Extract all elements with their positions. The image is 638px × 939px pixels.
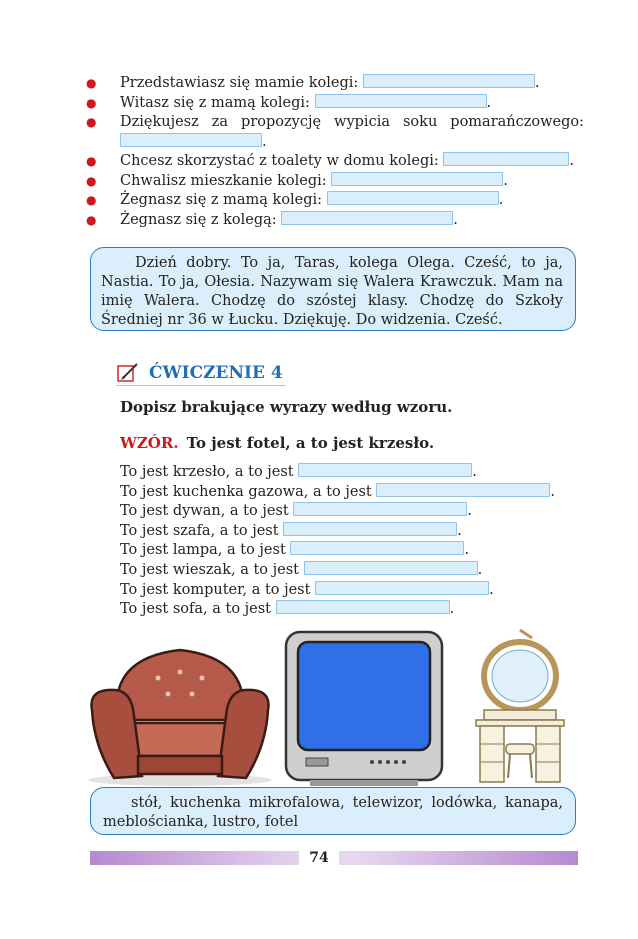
word-bank-box: stół, kuchenka mikrofalowa, telewizor, lodówka, kanapa, meblościanka, lustro, fotel (90, 787, 576, 835)
exercise-line: To jest wieszak, a to jest . (120, 561, 483, 578)
notebook-pencil-icon (117, 363, 139, 383)
answer-blank[interactable] (304, 561, 478, 575)
situation-list (84, 74, 584, 230)
list-item: ● Witasz się z mamą kolegi: . (86, 94, 492, 111)
answer-blank[interactable] (443, 152, 569, 166)
exercise-instruction: Dopisz brakujące wyrazy według wzoru. (120, 398, 453, 416)
exercise-title: ĆWICZENIE 4 (149, 363, 283, 383)
pattern-text: To jest fotel, a to jest krzesło. (186, 434, 435, 452)
list-item: ● Żegnasz się z mamą kolegi: . (86, 192, 504, 208)
exercise-line: To jest szafa, a to jest . (120, 522, 462, 539)
exercise-line: To jest komputer, a to jest . (120, 581, 494, 598)
television-image (286, 632, 442, 786)
answer-blank[interactable] (376, 483, 550, 497)
dressing-table-image (476, 630, 564, 782)
answer-blank[interactable] (293, 502, 467, 516)
exercise-header (117, 361, 283, 385)
answer-blank[interactable] (276, 600, 450, 614)
pattern-label: WZÓR. (120, 434, 179, 452)
exercise-line: To jest lampa, a to jest . (120, 542, 469, 559)
pattern-example (120, 434, 434, 452)
answer-blank[interactable] (327, 191, 499, 205)
answer-blank[interactable] (283, 522, 457, 536)
exercise-line: To jest kuchenka gazowa, a to jest . (120, 483, 555, 500)
answer-blank[interactable] (290, 541, 464, 555)
exercise-line: To jest sofa, a to jest . (120, 601, 455, 618)
list-item: ● Chwalisz mieszkanie kolegi: . (86, 172, 508, 189)
answer-blank[interactable] (315, 94, 487, 108)
illustrations (80, 628, 580, 788)
answer-blank[interactable] (120, 133, 262, 147)
exercise-line: To jest krzesło, a to jest . (120, 464, 477, 480)
list-item: ● Dziękujesz za propozycję wypicia soku pomarańczowego: (86, 114, 584, 130)
page-number: 74 (0, 851, 638, 865)
exercise-lines (120, 463, 555, 620)
answer-blank[interactable] (315, 581, 489, 595)
answer-blank[interactable] (331, 172, 503, 186)
answer-blank[interactable] (298, 463, 472, 477)
answer-blank[interactable] (281, 211, 453, 225)
list-item: . (84, 133, 584, 153)
list-item: ● Żegnasz się z kolegą: . (86, 211, 458, 228)
title-underline (116, 385, 286, 386)
list-item: ● Przedstawiasz się mamie kolegi: . (86, 75, 540, 91)
dialog-box: Dzień dobry. To ja, Taras, kolega Olega. Cześć, to ja, Nastia. To ja, Ołesia. Nazywam się Walera Krawczuk. Mam na imię Walera. Chodzę do szóstej klasy. Chodzę do Szkoły Średniej nr 36 w Łucku. Dziękuję. Do widzenia. Cześć. (90, 247, 576, 331)
answer-blank[interactable] (363, 74, 535, 88)
armchair-image (88, 650, 272, 786)
exercise-line: To jest dywan, a to jest . (120, 503, 472, 520)
list-item: ● Chcesz skorzystać z toalety w domu kolegi: . (86, 153, 574, 169)
